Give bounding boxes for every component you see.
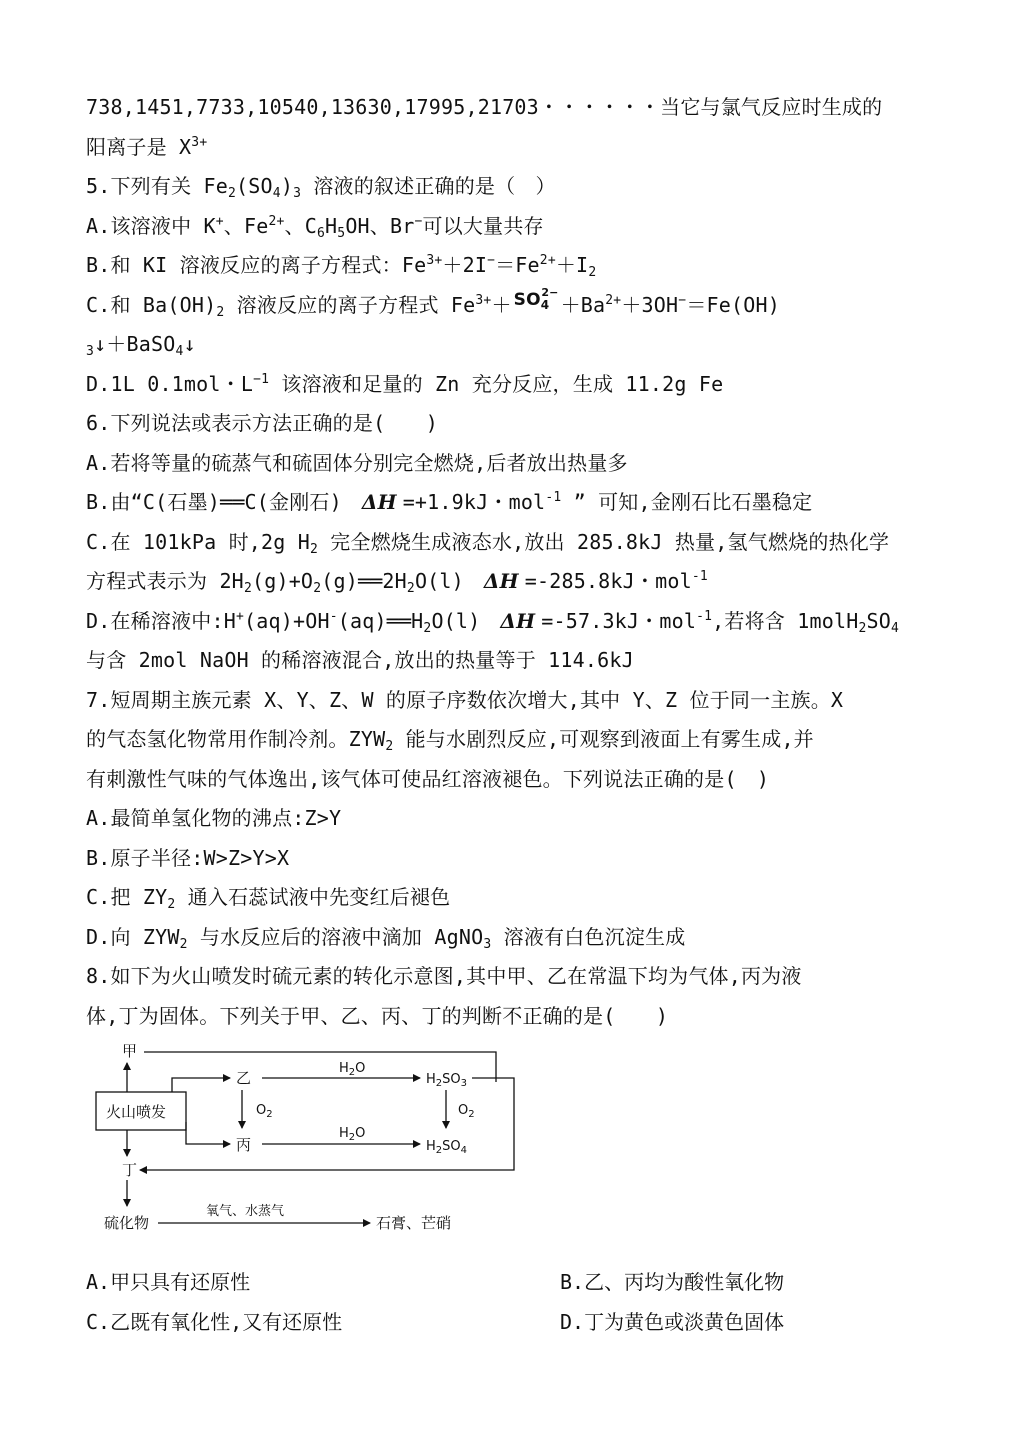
q8-option-b: B.乙、丙均为酸性氧化物 — [560, 1270, 785, 1294]
q5-option-a: A.该溶液中 K+、$Fe^{2+}$、$C_6H_5OH$、Br−可以大量共存 — [86, 213, 544, 241]
delta-h-symbol: ΔH — [483, 569, 519, 593]
q5-option-c: C.和 $Ba(OH)_2$ 溶液反应的离子方程式 $Fe^{3+}+ SO_4^{2-}+Ba^{2+}+3OH^-=Fe(OH)$ — [86, 286, 946, 326]
q7-stem-1: 7.短周期主族元素 X、Y、Z、W 的原子序数依次增大,其中 Y、Z 位于同一主族。X — [86, 687, 844, 712]
label-bing: 丙 — [236, 1136, 252, 1154]
q5-option-b: B.和 KI 溶液反应的离子方程式：$Fe^{3+}+2I^-=Fe^{2+}+I_2$ — [86, 253, 597, 280]
label-arrow-condition: 氧气、水蒸气 — [206, 1204, 285, 1219]
label-product: 石膏、芒硝 — [376, 1214, 452, 1232]
label-sulfide: 硫化物 — [104, 1214, 150, 1232]
label-h2o-top: $H_2O$ — [339, 1061, 366, 1078]
q4-tail-line-1: 738,1451,7733,10540,13630,17995,21703・・・・・・当它与氯气反应时生成的 — [86, 95, 883, 119]
sulfate-ion: $SO_4^{2-}$ — [513, 285, 559, 312]
label-h2o-bottom: $H_2O$ — [339, 1126, 366, 1143]
q8-options — [86, 1262, 946, 1342]
loop-to-ding — [140, 1078, 514, 1170]
q7-stem-3: 有刺激性气味的气体逸出,该气体可使品红溶液褪色。下列说法正确的是( ) — [86, 766, 770, 791]
q6-option-c-cont: 方程式表示为 $2H_2(g)+O_2(g)══2H_2O(l)$ ΔH =-285.8kJ・mol$^{-1}$ — [86, 569, 708, 596]
q7-option-c: C.把 $ZY_2$ 通入石蕊试液中先变红后褪色 — [86, 885, 451, 912]
delta-h-symbol: ΔH — [361, 490, 397, 514]
label-jia: 甲 — [122, 1042, 138, 1060]
q5-option-d: D.1L 0.1mol・$L^{-1}$ 该溶液和足量的 Zn 充分反应，生成 11.2g Fe — [86, 371, 724, 396]
q6-option-a: A.若将等量的硫蒸气和硫固体分别完全燃烧,后者放出热量多 — [86, 450, 628, 475]
label-o2-left: $O_2$ — [256, 1103, 273, 1120]
q7-option-d: D.向 $ZYW_2$ 与水反应后的溶液中滴加 AgNO$_3$ 溶液有白色沉淀生成 — [86, 924, 686, 952]
q6-option-d: D.在稀溶液中$:H^+(aq)+OH^-(aq)══H_2O(l)$ ΔH =-57.3kJ・mol$^{-1}$,若将含 $1molH_2SO_4$ — [86, 608, 899, 636]
arrow-volcano-to-yi — [172, 1078, 230, 1092]
label-h2so4: $H_2SO_4$ — [426, 1139, 468, 1156]
q8-stem-2: 体,丁为固体。下列关于甲、乙、丙、丁的判断不正确的是( ) — [86, 1003, 669, 1028]
q8-option-c: C.乙既有氧化性,又有还原性 — [86, 1310, 343, 1334]
q8-stem-1: 8.如下为火山喷发时硫元素的转化示意图,其中甲、乙在常温下均为气体,丙为液 — [86, 964, 802, 988]
q8-option-row-2 — [86, 1302, 946, 1342]
sulfur-cycle-diagram — [94, 1040, 534, 1245]
q6-option-d-cont: 与含 2mol NaOH 的稀溶液混合,放出的热量等于 114.6kJ — [86, 648, 634, 672]
arrow-volcano-to-bing — [186, 1122, 230, 1144]
q7-option-a: A.最简单氢化物的沸点:Z>Y — [86, 806, 342, 830]
q6-option-b: B.由“C(石墨)══C(金刚石) ΔH =+1.9kJ・mol$^{-1}$ ” 可知,金刚石比石墨稳定 — [86, 490, 813, 514]
q6-stem: 6.下列说法或表示方法正确的是( ) — [86, 411, 438, 435]
q5-stem: 5.下列有关 $Fe_2(SO_4)_3$ 溶液的叙述正确的是（ ） — [86, 174, 556, 201]
delta-h-symbol: ΔH — [500, 608, 536, 633]
exam-page — [86, 88, 946, 1036]
q6-option-c: C.在 101kPa 时,2g $H_2$ 完全燃烧生成液态水,放出 285.8kJ 热量,氢气燃烧的热化学 — [86, 529, 890, 557]
q8-option-row-1 — [86, 1262, 946, 1302]
q8-option-d: D.丁为黄色或淡黄色固体 — [560, 1310, 785, 1334]
q7-option-b: B.原子半径:W>Z>Y>X — [86, 845, 290, 870]
label-ding: 丁 — [122, 1161, 138, 1179]
q8-option-a: A.甲只具有还原性 — [86, 1270, 251, 1294]
q7-stem-2: 的气态氢化物常用作制冷剂。$ZYW_2$ 能与水剧烈反应,可观察到液面上有雾生成,并 — [86, 727, 814, 754]
label-o2-right: $O_2$ — [458, 1103, 475, 1120]
label-volcano: 火山喷发 — [106, 1103, 167, 1121]
label-yi: 乙 — [236, 1069, 252, 1087]
q4-tail-line-2: 阳离子是 $X^{3+}$ — [86, 134, 208, 159]
label-h2so3: $H_2SO_3$ — [426, 1072, 468, 1089]
q5-option-c-cont: $_3$↓＋BaSO$_4$↓ — [86, 332, 196, 359]
